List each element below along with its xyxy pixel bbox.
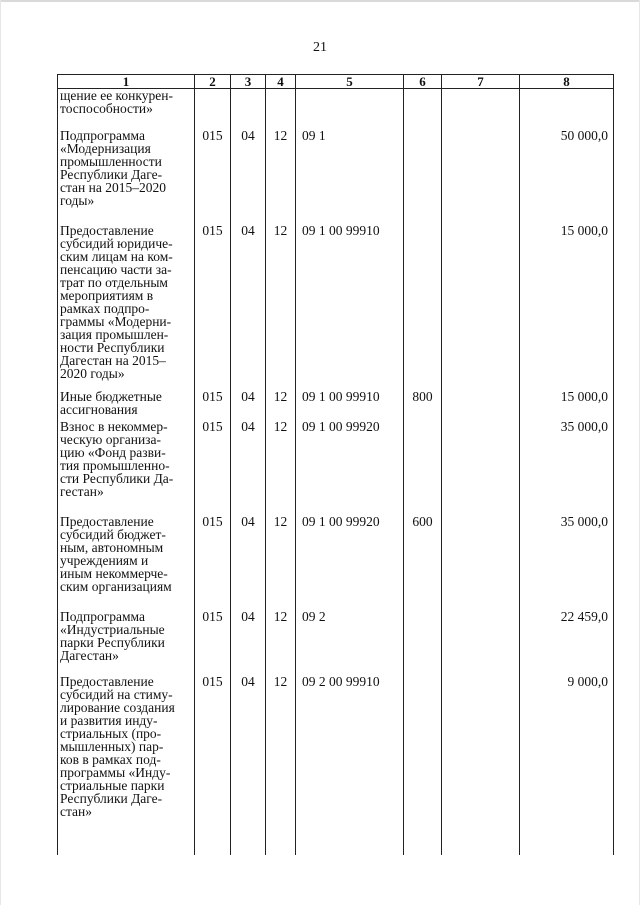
cell-section: 04 [231,420,266,515]
cell-amount: 15 000,0 [520,224,614,390]
cell-name-line: щение ее конкурен- [60,88,173,103]
cell-name-line: «Модернизация [60,140,151,156]
cell-col7 [442,675,520,855]
cell-name [58,420,195,515]
cell-amount: 9 000,0 [520,675,614,855]
cell-name-line: учреждениям и [60,552,149,568]
cell-target-article: 09 1 [296,129,404,224]
cell-amount: 15 000,0 [520,390,614,420]
cell-expense-type [404,610,442,675]
cell-subsection: 12 [266,610,296,675]
cell-section: 04 [231,610,266,675]
cell-section: 04 [231,515,266,610]
cell-name-line: тия промышленно- [60,457,170,473]
cell-section: 04 [231,129,266,224]
cell-name-line: гестан» [60,483,104,499]
column-header-7: 7 [442,75,520,89]
cell-name [58,610,195,675]
cell-ministry: 015 [195,420,231,515]
cell-subsection: 12 [266,675,296,855]
column-header-4: 4 [266,75,296,89]
column-header-2: 2 [195,75,231,89]
budget-table [57,74,614,855]
table-row [58,420,614,515]
cell-col7 [442,420,520,515]
cell-expense-type [404,129,442,224]
cell-name-line: стриальные парки [60,777,165,793]
cell-name-line: ассигнования [60,401,138,417]
cell-col7 [442,390,520,420]
cell-expense-type: 600 [404,515,442,610]
cell-subsection: 12 [266,515,296,610]
cell-name [58,89,195,129]
cell-name-line: мышленных) пар- [60,738,164,754]
cell-name-line: стан» [60,803,93,819]
cell-name-line: Республики Даге- [60,790,163,806]
cell-ministry: 015 [195,610,231,675]
cell-name [58,675,195,855]
cell-subsection: 12 [266,390,296,420]
cell-name-line: трат по отдельным [60,274,168,290]
cell-subsection: 12 [266,129,296,224]
cell-amount: 35 000,0 [520,420,614,515]
page-edge-left [0,0,1,905]
cell-name-line: Иные бюджетные [60,388,162,404]
column-header-3: 3 [231,75,266,89]
table-row [58,675,614,855]
cell-name-line: субсидий юридиче- [60,235,173,251]
table-row [58,515,614,610]
cell-ministry: 015 [195,129,231,224]
cell-col7 [442,224,520,390]
cell-name-line: Подпрограмма [60,127,145,143]
page-number: 21 [313,40,327,55]
cell-col7 [442,515,520,610]
cell-name-line: граммы «Модерни- [60,313,172,329]
column-header-5: 5 [296,75,404,89]
cell-target-article: 09 1 00 99920 [296,420,404,515]
cell-section [231,89,266,129]
cell-subsection [266,89,296,129]
cell-section: 04 [231,675,266,855]
cell-name-line: субсидий на стиму- [60,686,173,702]
cell-name-line: стриальных (про- [60,725,162,741]
cell-name-line: ности Республики [60,339,165,355]
cell-subsection: 12 [266,224,296,390]
cell-name-line: ским лицам на ком- [60,248,173,264]
cell-name-line: стан на 2015–2020 [60,179,166,195]
cell-target-article: 09 1 00 99920 [296,515,404,610]
cell-ministry: 015 [195,515,231,610]
cell-name-line: субсидий бюджет- [60,526,166,542]
cell-amount: 35 000,0 [520,515,614,610]
header-row [58,75,614,89]
cell-target-article: 09 2 00 99910 [296,675,404,855]
cell-name-line: иным некоммерче- [60,565,168,581]
cell-amount: 50 000,0 [520,129,614,224]
cell-name-line: цию «Фонд разви- [60,444,166,460]
cell-target-article: 09 2 [296,610,404,675]
cell-name-line: программы «Инду- [60,764,171,780]
cell-expense-type [404,224,442,390]
cell-amount [520,89,614,129]
cell-expense-type [404,675,442,855]
table-row [58,610,614,675]
column-header-1: 1 [58,75,195,89]
cell-name-line: пенсацию части за- [60,261,172,277]
page-edge-top [0,0,640,2]
cell-name [58,129,195,224]
cell-target-article: 09 1 00 99910 [296,390,404,420]
cell-name-line: Предоставление [60,513,154,529]
cell-name-line: тоспособности» [60,101,153,116]
table-row [58,129,614,224]
cell-section: 04 [231,224,266,390]
cell-name-line: парки Республики [60,634,165,650]
cell-name-line: ков в рамках под- [60,751,161,767]
cell-name-line: Республики Даге- [60,166,163,182]
column-header-8: 8 [520,75,614,89]
cell-expense-type: 800 [404,390,442,420]
cell-name [58,224,195,390]
cell-name-line: мероприятиям в [60,287,154,303]
cell-subsection: 12 [266,420,296,515]
cell-target-article: 09 1 00 99910 [296,224,404,390]
cell-name-line: зация промышлен- [60,326,169,342]
cell-name-line: промышленности [60,153,162,169]
cell-name-line: ческую организа- [60,431,161,447]
cell-name-line: 2020 годы» [60,365,125,381]
cell-name-line: и развития инду- [60,712,158,728]
cell-name-line: ским организациям [60,578,172,594]
cell-name-line: Дагестан на 2015– [60,352,166,368]
cell-name [58,390,195,420]
cell-name [58,515,195,610]
column-header-6: 6 [404,75,442,89]
cell-name-line: Подпрограмма [60,608,145,624]
cell-name-line: Предоставление [60,222,154,238]
table-row [58,89,614,129]
table-row [58,224,614,390]
cell-name-line: годы» [60,192,95,208]
cell-name-line: Взнос в некоммер- [60,418,168,434]
cell-expense-type [404,89,442,129]
cell-name-line: рамках подпро- [60,300,150,316]
cell-col7 [442,610,520,675]
cell-name-line: сти Республики Да- [60,470,174,486]
cell-name-line: Дагестан» [60,647,119,663]
cell-section: 04 [231,390,266,420]
cell-ministry: 015 [195,390,231,420]
table-body [58,89,614,855]
cell-col7 [442,129,520,224]
cell-name-line: ным, автономным [60,539,164,555]
table-row [58,390,614,420]
cell-ministry [195,89,231,129]
cell-expense-type [404,420,442,515]
cell-name-line: лирование создания [60,699,175,715]
cell-target-article [296,89,404,129]
cell-name-line: «Индустриальные [60,621,165,637]
cell-col7 [442,89,520,129]
cell-amount: 22 459,0 [520,610,614,675]
cell-ministry: 015 [195,224,231,390]
cell-ministry: 015 [195,675,231,855]
cell-name-line: Предоставление [60,673,154,689]
